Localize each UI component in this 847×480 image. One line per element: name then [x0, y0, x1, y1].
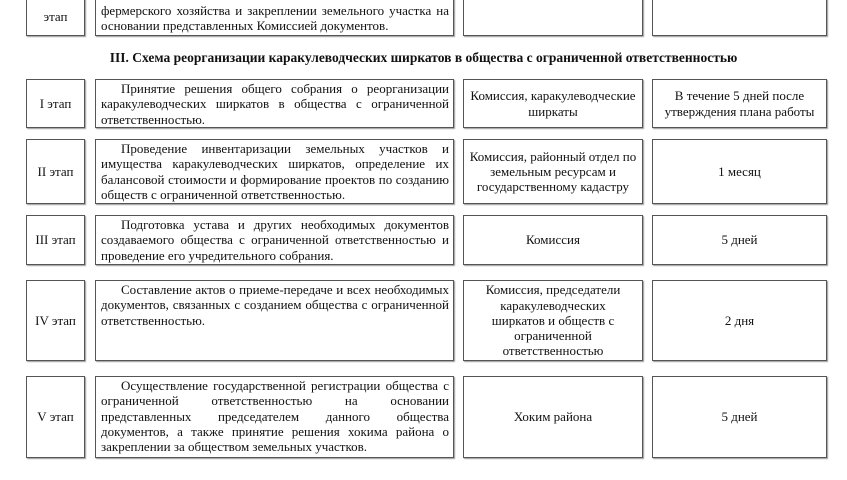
description-cell — [95, 0, 454, 36]
section-title: III. Схема реорганизации каракулеводческих ширкатов в общества с ограниченной ответственностью — [109, 50, 738, 65]
description-cell — [95, 215, 454, 265]
description-text: Проведение инвентаризации земельных участков и имущества каракулеводческих ширкатов, определение их балансовой стоимости и формирование проектов по созданию обществ с ограниченной ответственностью. — [101, 141, 449, 202]
description-text: Осуществление государственной регистрации общества с ограниченной ответственностью на основании представленных председателем данного общества документов, а также принятие решения хокима района о закреплении за обществом земельных участков. — [101, 378, 449, 455]
description-cell — [95, 376, 454, 458]
description-cell — [95, 280, 454, 361]
description-text: фермерского хозяйства и закреплении земельного участка на основании представленных Комиссией документов. — [101, 3, 449, 34]
description-text: Принятие решения общего собрания о реорганизации каракулеводческих ширкатов в общества с ограниченной ответственностью. — [101, 81, 449, 127]
term-text: В течение 5 дней после утверждения плана работы — [664, 88, 815, 119]
stage-cell — [26, 215, 85, 265]
term-cell — [652, 280, 827, 361]
stage-label: I этап — [39, 95, 72, 111]
responsible-cell — [463, 376, 643, 458]
term-text: 5 дней — [721, 232, 758, 248]
term-text: 5 дней — [721, 409, 758, 425]
stage-cell — [26, 0, 85, 36]
responsible-cell — [463, 0, 643, 36]
description-text: Составление актов о приеме-передаче и всех необходимых документов, связанных с созданием общества с ограниченной ответственностью. — [101, 282, 449, 328]
responsible-cell — [463, 215, 643, 265]
stage-label: II этап — [37, 163, 74, 179]
stage-cell — [26, 376, 85, 458]
term-text: 2 дня — [724, 312, 755, 328]
term-cell — [652, 376, 827, 458]
term-cell — [652, 215, 827, 265]
term-cell — [652, 139, 827, 204]
responsible-text: Хоким района — [513, 409, 593, 425]
stage-label: IV этап — [35, 312, 76, 328]
responsible-text: Комиссия, председатели каракулеводческих ширкатов и обществ с ограниченной ответственностью — [485, 282, 621, 359]
term-cell — [652, 0, 827, 36]
description-cell — [95, 79, 454, 128]
responsible-text: Комиссия, районный отдел по земельным ресурсам и государственному кадастру — [469, 148, 637, 195]
responsible-text: Комиссия — [526, 232, 580, 248]
responsible-cell — [463, 139, 643, 204]
description-text: Подготовка устава и других необходимых документов создаваемого общества с ограниченной ответственностью и проведение его учредительного собрания. — [101, 217, 449, 263]
stage-cell — [26, 139, 85, 204]
stage-cell — [26, 280, 85, 361]
description-cell — [95, 139, 454, 204]
responsible-cell — [463, 280, 643, 361]
stage-label: этап — [43, 9, 68, 25]
responsible-cell — [463, 79, 643, 128]
stage-label: III этап — [35, 232, 76, 248]
term-text: 1 месяц — [718, 163, 761, 179]
stage-label: V этап — [37, 409, 74, 425]
term-cell — [652, 79, 827, 128]
stage-cell — [26, 79, 85, 128]
responsible-text: Комиссия, каракулеводческие ширкаты — [470, 88, 636, 119]
